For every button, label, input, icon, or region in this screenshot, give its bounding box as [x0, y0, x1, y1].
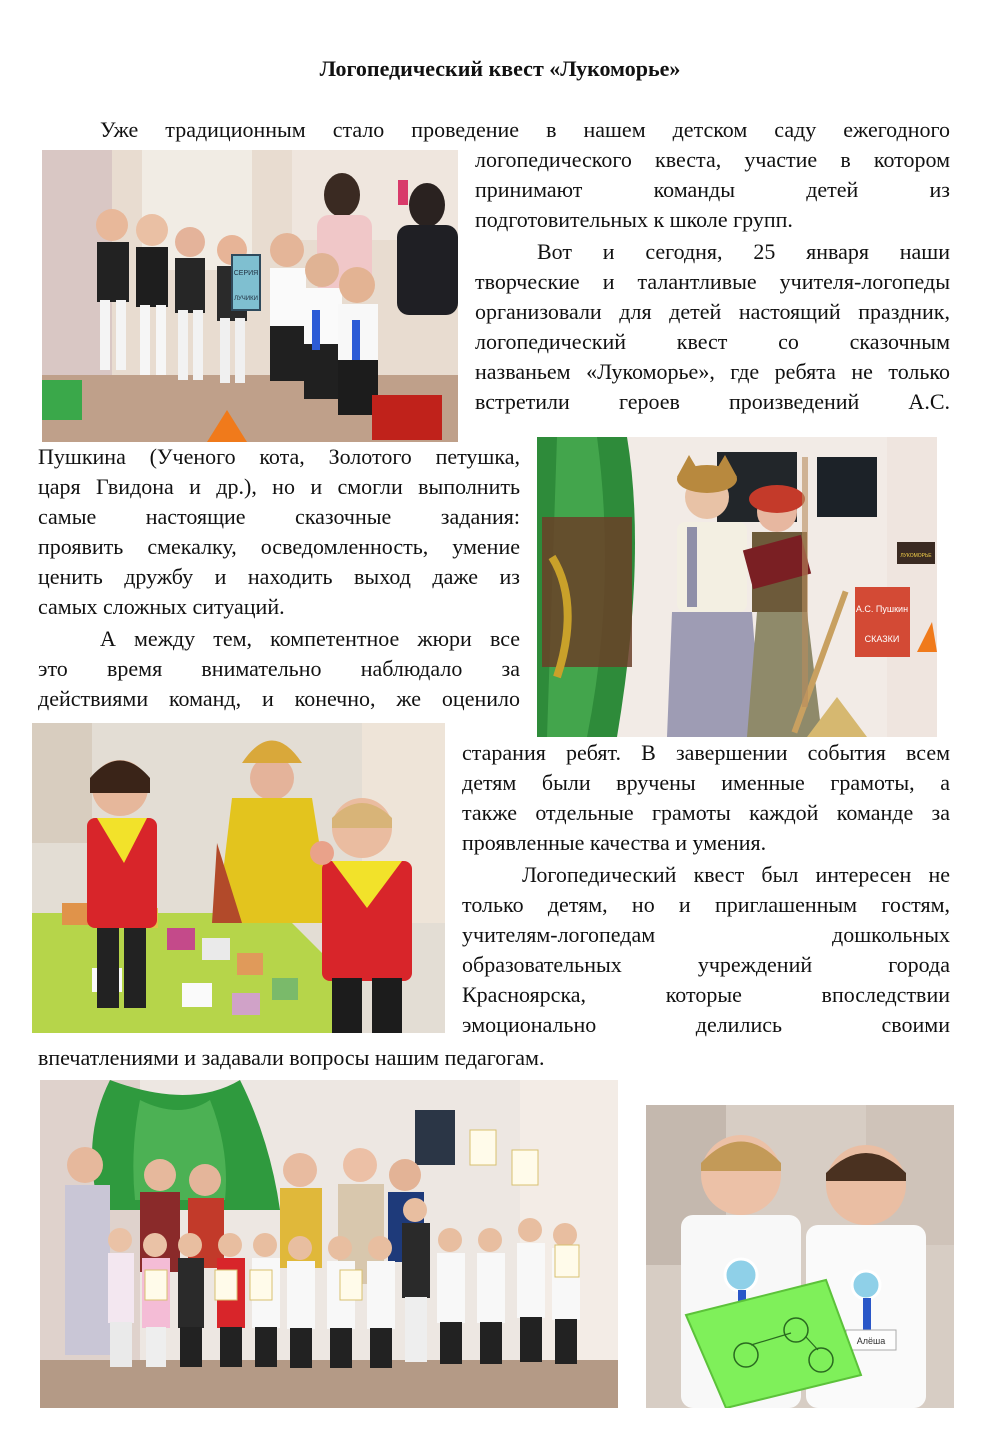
photo-two-boys: [646, 1105, 954, 1408]
text-line: самые настоящие сказочные задания:: [38, 504, 520, 529]
team-sign-text: ЛУЧИКИ: [234, 296, 258, 302]
text-line: Красноярска, которые впоследствии: [462, 982, 950, 1007]
text-line: проявить смекалку, осведомленность, умение: [38, 534, 520, 559]
text-line: А между тем, компетентное жюри все: [100, 626, 520, 651]
team-badge-text: СЕРИЯ: [233, 270, 259, 277]
text-line: Уже традиционным стало проведение в нашем детском саду ежегодного: [100, 117, 950, 142]
text-line: организовали для детей настоящий праздник,: [475, 299, 950, 324]
text-line: детям были вручены именные грамоты, а: [462, 770, 950, 795]
text-line: проявленные качества и умения.: [462, 830, 767, 855]
photo-group: [40, 1080, 618, 1408]
text-line: ценить дружбу и находить выход даже из: [38, 564, 520, 589]
text-line: творческие и талантливые учителя-логопеды: [475, 269, 950, 294]
text-line: образовательных учреждений города: [462, 952, 950, 977]
text-line: Пушкина (Ученого кота, Золотого петушка,: [38, 444, 520, 469]
text-line: старания ребят. В завершении события всем: [462, 740, 950, 765]
text-line: логопедический квест со сказочным: [475, 329, 950, 354]
text-line: подготовительных к школе групп.: [475, 207, 793, 232]
text-line: Вот и сегодня, 25 января наши: [537, 239, 950, 264]
photo-children-seated: [42, 150, 458, 442]
text-line: учителям-логопедам дошкольных: [462, 922, 950, 947]
prop-box-text-2: СКАЗКИ: [864, 634, 900, 644]
text-line: это время внимательно наблюдало за: [38, 656, 520, 681]
text-line: встретили героев произведений А.С.: [475, 389, 950, 414]
text-line: также отдельные грамоты каждой команде за: [462, 800, 950, 825]
prop-sign-text: ЛУКОМОРЬЕ: [900, 553, 932, 559]
prop-box-text: А.С. Пушкин: [855, 604, 909, 614]
page-title: Логопедический квест «Лукоморье»: [319, 56, 681, 81]
text-line: принимают команды детей из: [475, 177, 950, 202]
text-line: действиями команд, и конечно, же оценило: [38, 686, 520, 711]
text-line: впечатлениями и задавали вопросы нашим педагогам.: [38, 1045, 545, 1070]
text-line: эмоционально делились своими: [462, 1012, 950, 1037]
text-line: названьем «Лукоморье», где ребята не только: [475, 359, 950, 384]
text-line: самых сложных ситуаций.: [38, 594, 285, 619]
text-line: Логопедический квест был интересен не: [522, 862, 950, 887]
text-line: царя Гвидона и др.), но и смогли выполнить: [38, 474, 520, 499]
name-tag-text: Алёша: [856, 1336, 886, 1346]
text-line: только детям, но и приглашенным гостям,: [462, 892, 950, 917]
text-line: логопедического квеста, участие в котором: [475, 147, 950, 172]
photo-performers-cat: [537, 437, 937, 737]
photo-children-table: [32, 723, 445, 1033]
